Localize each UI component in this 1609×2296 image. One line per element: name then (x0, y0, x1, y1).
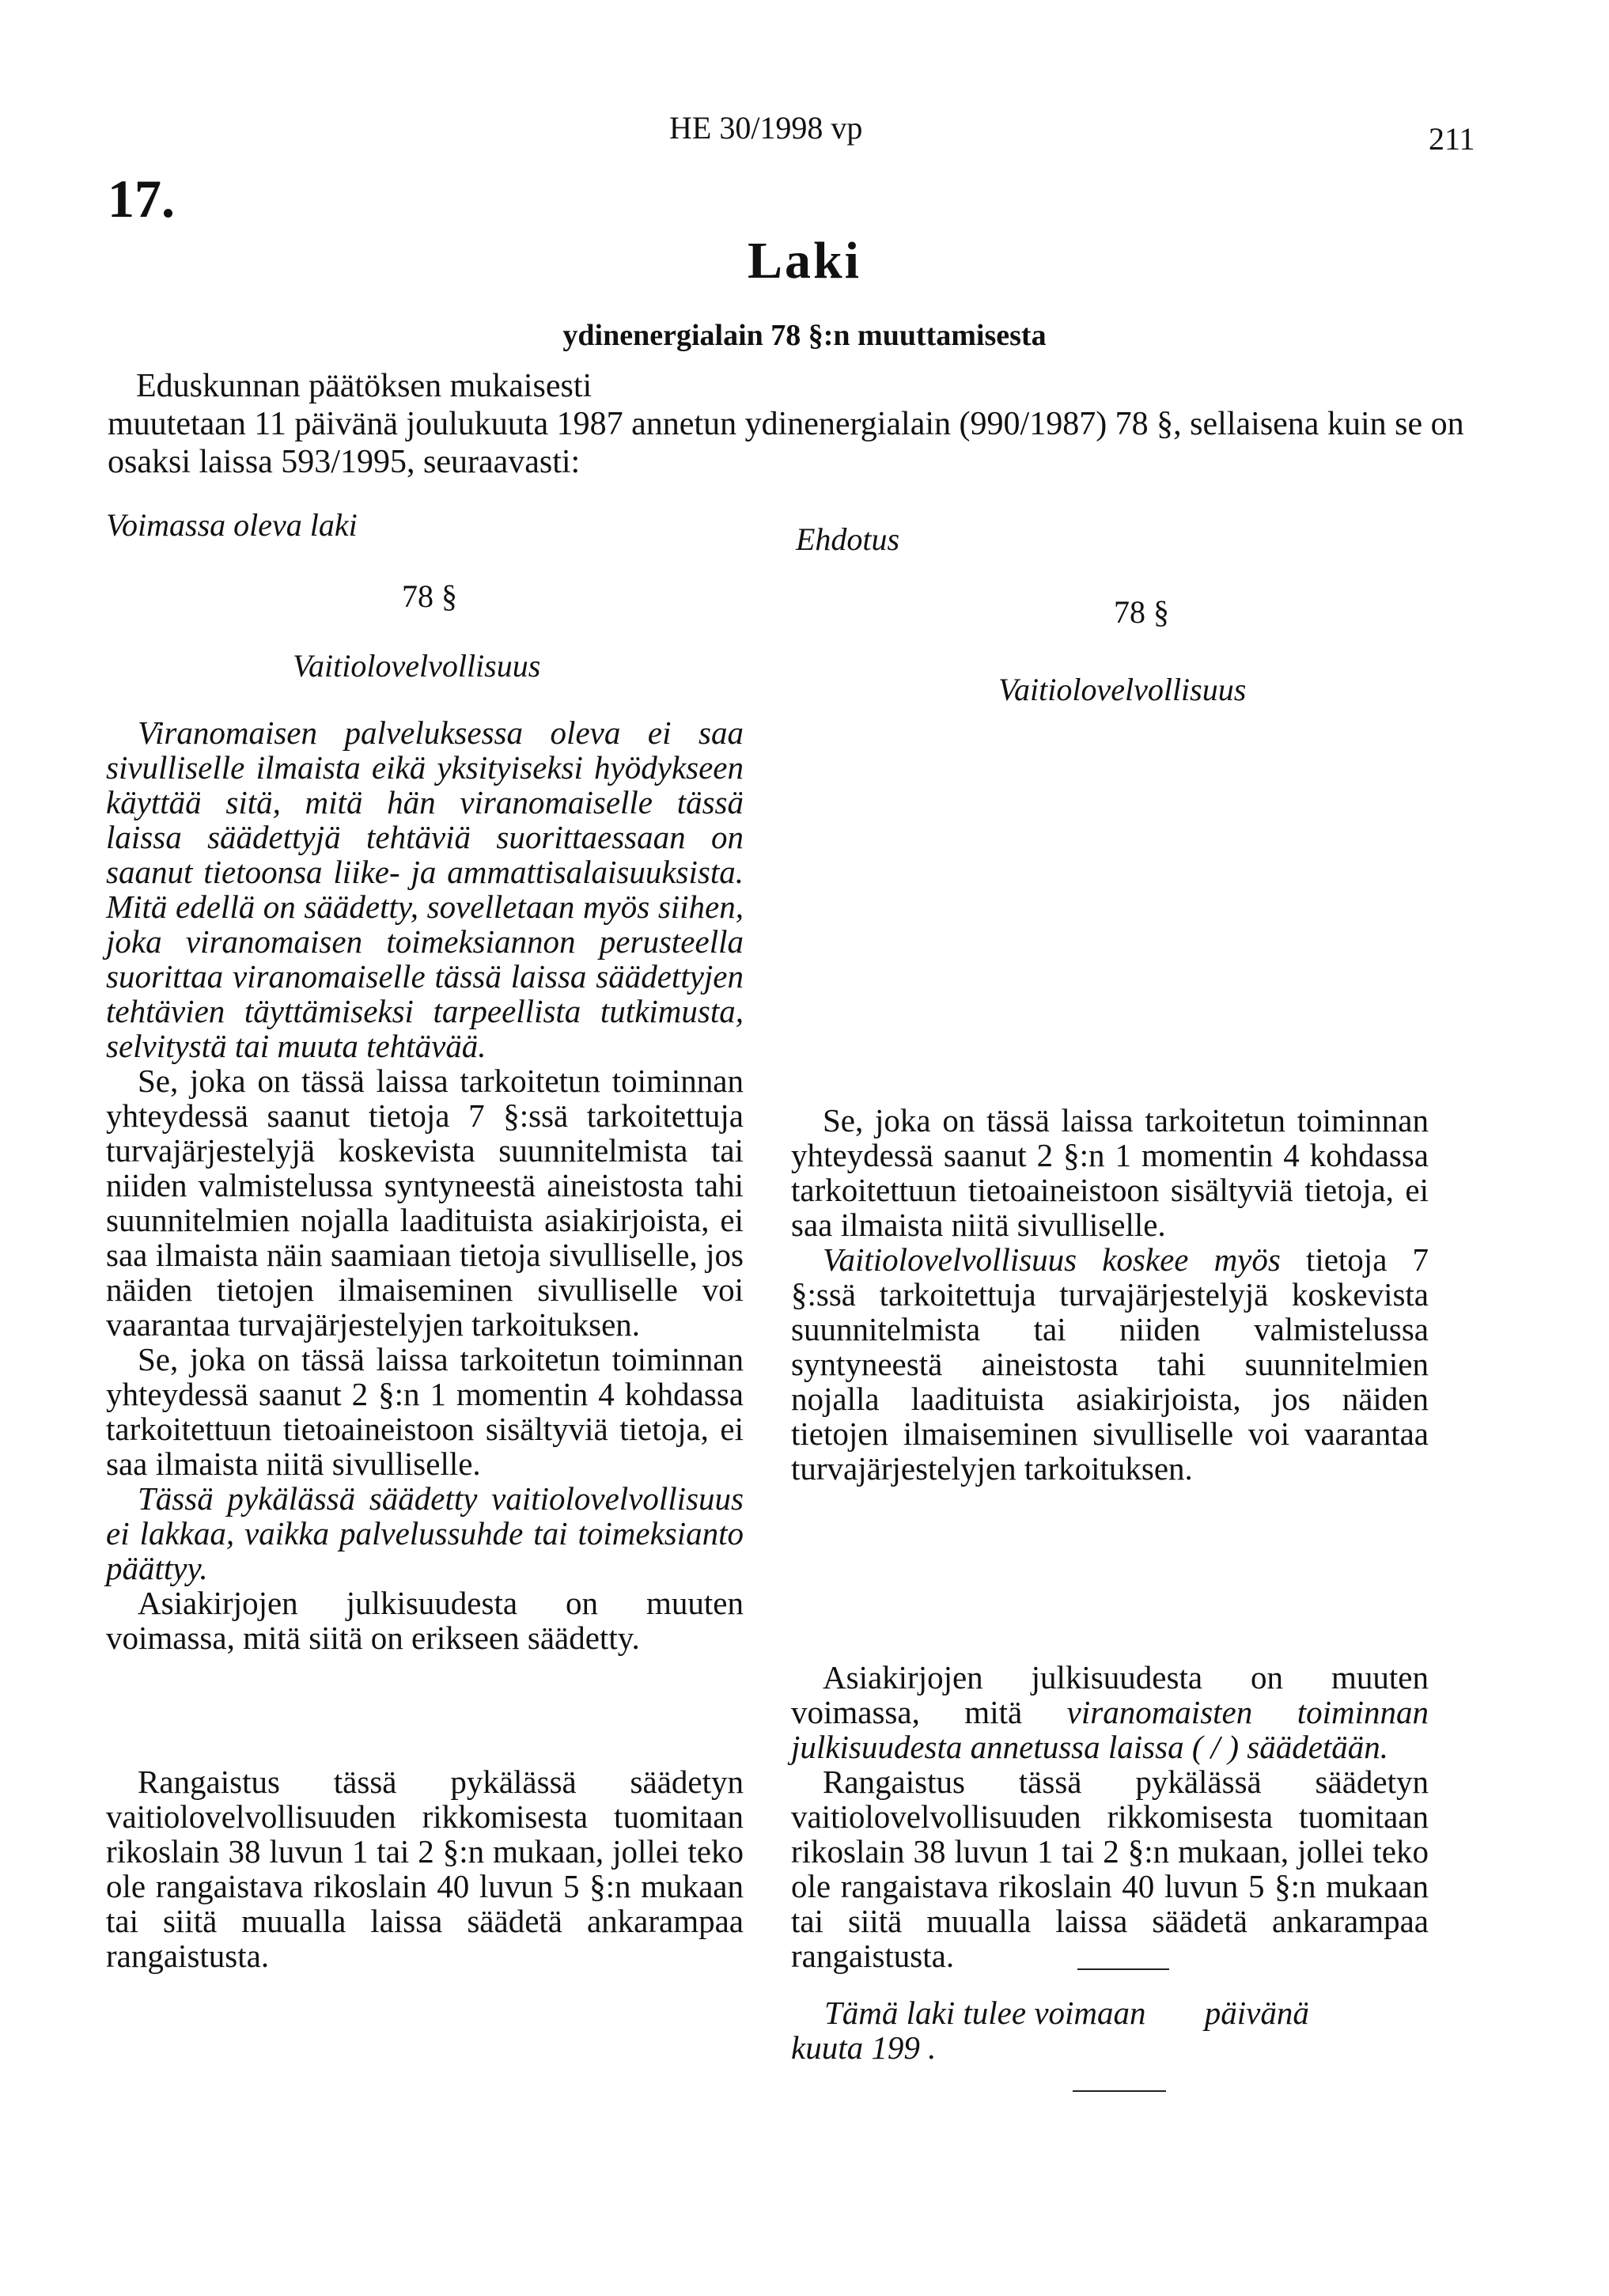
right-column-penalty (791, 1660, 1429, 1973)
right-section-number: 78 § (1114, 594, 1169, 630)
right-column-heading: Ehdotus (796, 521, 900, 557)
left-paragraph-5: Asiakirjojen julkisuudesta on muuten voimassa, mitä siitä on erikseen säädetty. (106, 1585, 744, 1656)
closing-day: päivänä (1204, 1995, 1309, 2031)
intro-text: muutetaan 11 päivänä joulukuuta 1987 annetun ydinenergialain (990/1987) 78 §, sellaisena kuin se on osaksi laissa 593/1995, seuraavasti: (108, 406, 1464, 480)
law-subtitle: ydinenergialain 78 §:n muuttamisesta (562, 319, 1047, 352)
left-paragraph-3: Se, joka on tässä laissa tarkoitetun toiminnan yhteydessä saanut 2 §:n 1 momentin 4 kohdassa tarkoitettuun tietoaineistoon sisältyviä tietoja, ei saa ilmaista niitä sivulliselle. (106, 1341, 744, 1482)
left-paragraph-1: Viranomaisen palveluksessa oleva ei saa sivulliselle ilmaista eikä yksityiseksi hyödykseen käyttää sitä, mitä hän viranomaiselle tässä laissa säädettyjä tehtäviä suorittaessaan on saanut tietoonsa liike- ja ammattisalaisuuksista. Mitä edellä on säädetty, sovelletaan myös siihen, joka viranomaisen toimeksiannon perusteella suorittaa viranomaiselle tässä laissa säädettyjen tehtävien täyttämiseksi tarpeellista tutkimusta, selvitystä tai muuta tehtävää. (106, 714, 744, 1064)
right-column-body (791, 1103, 1429, 1486)
left-section-title: Vaitiolovelvollisuus (293, 648, 541, 684)
left-column-body (106, 715, 744, 1655)
right-paragraph-4: Rangaistus tässä pykälässä säädetyn vaitiolovelvollisuuden rikkomisesta tuomitaan rikoslain 38 luvun 1 tai 2 §:n mukaan, jollei teko ole rangaistava rikoslain 40 luvun 5 §:n mukaan tai siitä muualla laissa säädetä ankarampaa rangaistusta. (791, 1764, 1429, 1974)
document-id: HE 30/1998 vp (669, 110, 863, 146)
closing-line-2: kuuta 199 . (791, 2029, 937, 2066)
entry-into-force (791, 1995, 1429, 2065)
left-paragraph-6: Rangaistus tässä pykälässä säädetyn vaitiolovelvollisuuden rikkomisesta tuomitaan rikoslain 38 luvun 1 tai 2 §:n mukaan, jollei teko ole rangaistava rikoslain 40 luvun 5 §:n mukaan tai siitä muualla laissa säädetä ankarampaa rangaistusta. (106, 1764, 744, 1974)
right-paragraph-2-rest: tietoja 7 §:ssä tarkoitettuja turvajärjestelyjä koskevista suunnitelmista tai niiden valmistelussa syntyneestä aineistosta tahi suunnitelmien nojalla laadituista asiakirjoista, jos näiden tietojen ilmaiseminen sivulliselle voi vaarantaa turvajärjestelyjen tarkoituksen. (791, 1241, 1429, 1487)
left-column-penalty (106, 1764, 744, 1973)
page-number: 211 (1429, 121, 1475, 157)
left-section-number: 78 § (402, 578, 457, 614)
divider-rule (1077, 1968, 1169, 1970)
right-section-title: Vaitiolovelvollisuus (998, 672, 1247, 707)
right-paragraph-3-start: Asiakirjojen julkisuudesta on muuten voimassa, mitä (791, 1659, 1429, 1730)
left-paragraph-4: Tässä pykälässä säädetty vaitiolovelvollisuus ei lakkaa, vaikka palvelussuhde tai toimeksianto päättyy. (106, 1480, 744, 1586)
left-column-heading: Voimassa oleva laki (106, 507, 358, 543)
right-paragraph-2 (791, 1242, 1429, 1486)
closing-line-1: Tämä laki tulee voimaan (824, 1995, 1146, 2031)
intro-line-1: Eduskunnan päätöksen mukaisesti (136, 368, 592, 404)
right-paragraph-1: Se, joka on tässä laissa tarkoitetun toiminnan yhteydessä saanut 2 §:n 1 momentin 4 kohdassa tarkoitettuun tietoaineistoon sisältyviä tietoja, ei saa ilmaista niitä sivulliselle. (791, 1102, 1429, 1243)
right-paragraph-3-italic: viranomaisten toiminnan julkisuudesta annetussa laissa ( / ) säädetään. (791, 1694, 1429, 1765)
right-paragraph-2-italic: Vaitiolovelvollisuus koskee myös (823, 1241, 1281, 1278)
left-paragraph-2: Se, joka on tässä laissa tarkoitetun toiminnan yhteydessä saanut tietoja 7 §:ssä tarkoitettuja turvajärjestelyjä koskevista suunnitelmista tai niiden valmistelussa syntyneestä aineistosta tahi suunnitelmien nojalla laadituista asiakirjoista, ei saa ilmaista näin saamiaan tietoja sivulliselle, jos näiden tietojen ilmaiseminen sivulliselle voi vaarantaa turvajärjestelyjen tarkoituksen. (106, 1063, 744, 1343)
right-paragraph-3 (791, 1660, 1429, 1764)
end-rule (1073, 2090, 1166, 2092)
section-number: 17. (108, 169, 175, 229)
law-title: Laki (747, 232, 862, 290)
intro-line-2 (108, 405, 1494, 481)
